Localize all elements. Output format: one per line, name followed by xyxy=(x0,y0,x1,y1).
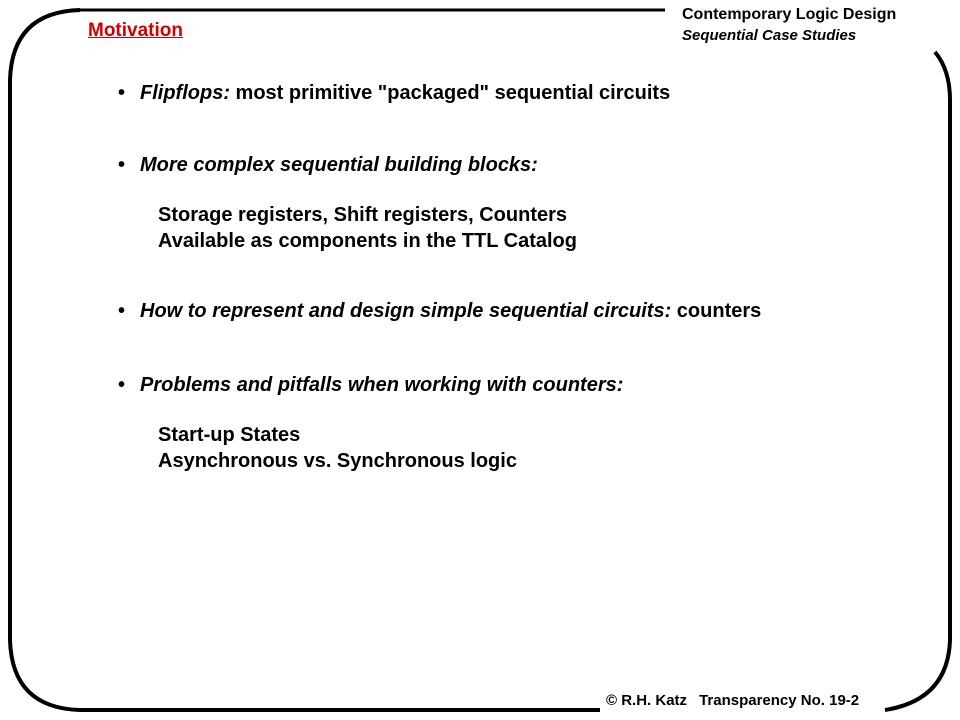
footer-transparency: Transparency No. 19-2 xyxy=(699,692,860,709)
bullet-text: counters xyxy=(671,300,762,322)
footer-copyright: © R.H. Katz xyxy=(606,692,688,709)
subitem-startup-states: Start-up States xyxy=(158,424,301,446)
slide-title: Motivation xyxy=(88,20,183,41)
footer xyxy=(606,692,859,709)
bullet-flipflops xyxy=(118,82,670,105)
bullet-text: most primitive "packaged" sequential circuits xyxy=(229,82,671,104)
course-title: Contemporary Logic Design xyxy=(682,6,897,23)
bullet-heading: More complex sequential building blocks: xyxy=(140,154,538,176)
bullet-pitfalls xyxy=(118,374,623,397)
subitem-ttl-catalog: Available as components in the TTL Catalog xyxy=(158,230,577,252)
bullet-heading: Problems and pitfalls when working with counters: xyxy=(140,374,624,396)
bullet-heading: How to represent and design simple sequential circuits: xyxy=(140,300,672,322)
bullet-building-blocks xyxy=(118,154,538,177)
course-subtitle: Sequential Case Studies xyxy=(682,27,857,44)
bullet-marker: • xyxy=(118,374,126,396)
bullet-counters xyxy=(118,300,761,323)
bullet-marker: • xyxy=(118,300,126,322)
subitem-registers: Storage registers, Shift registers, Counters xyxy=(158,204,568,226)
bullet-marker: • xyxy=(118,154,126,176)
bullet-marker: • xyxy=(118,82,126,104)
subitem-async-sync: Asynchronous vs. Synchronous logic xyxy=(158,450,517,472)
bullet-heading: Flipflops: xyxy=(140,82,230,104)
